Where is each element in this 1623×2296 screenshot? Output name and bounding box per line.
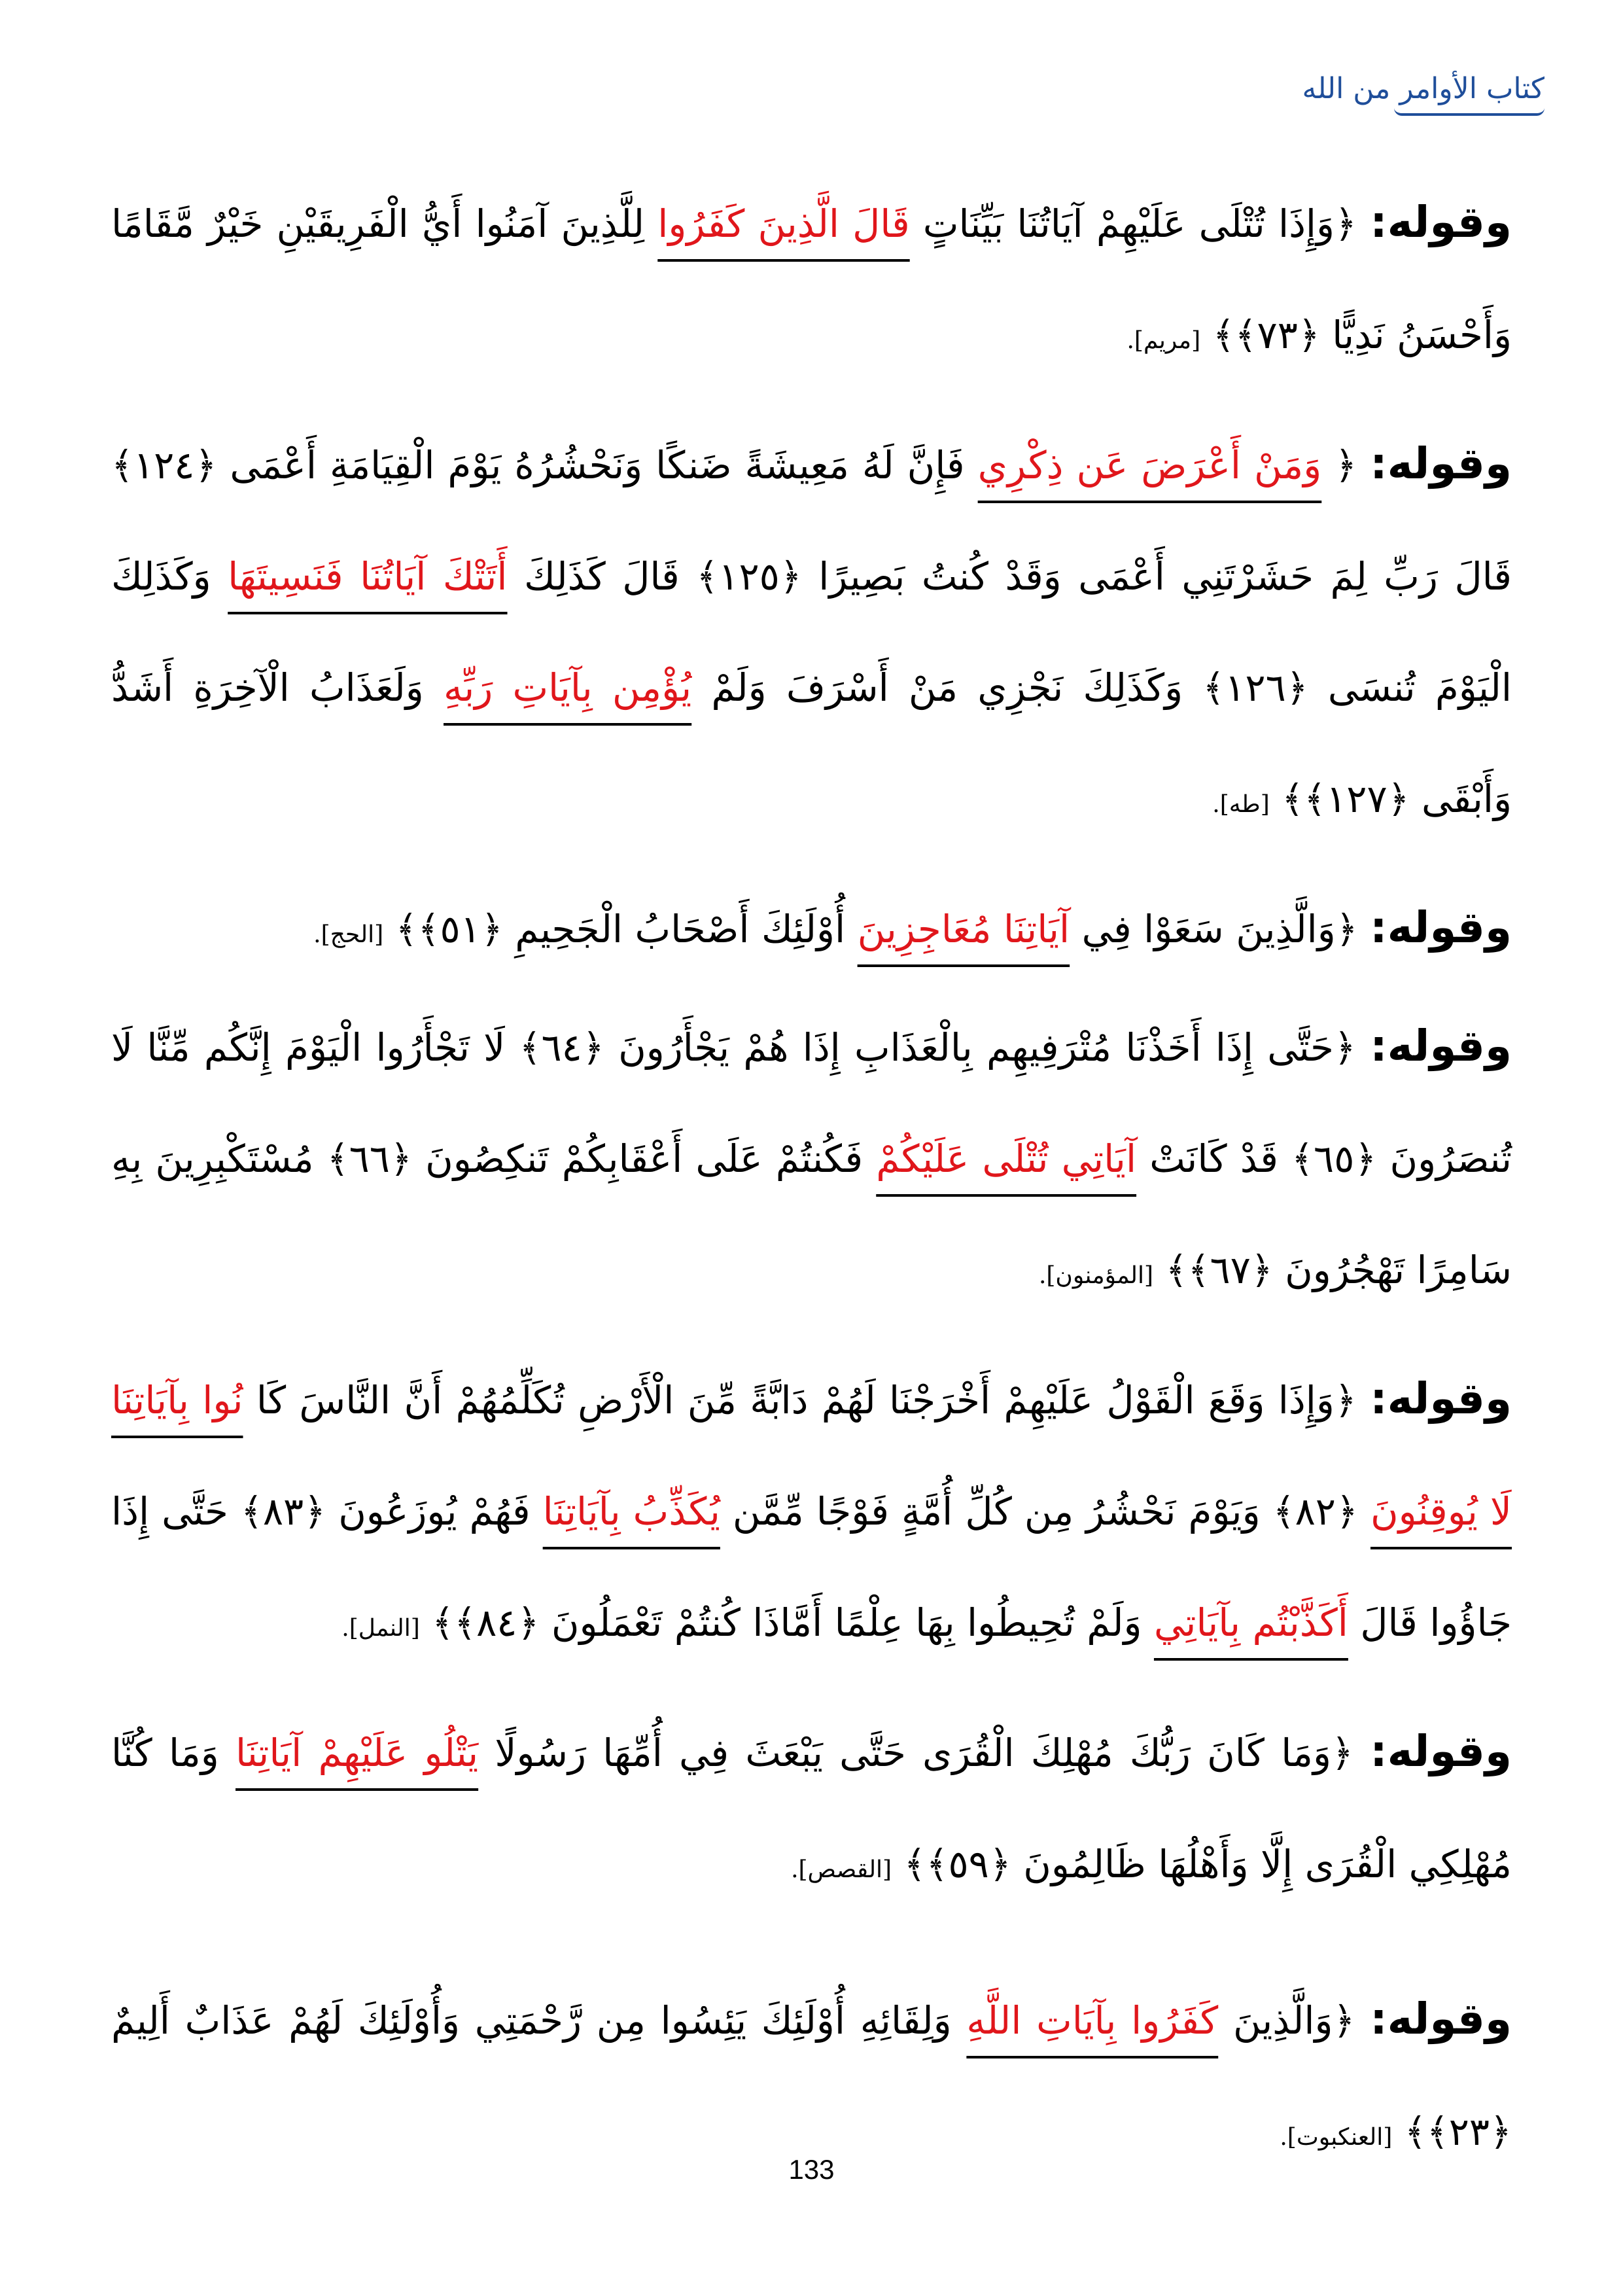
verse-highlight: يُكَذِّبُ بِآيَاتِنَا <box>542 1489 720 1534</box>
title-swash-decoration <box>1394 108 1544 116</box>
surah-reference: [مريم]. <box>1126 327 1201 354</box>
verse-text: وَلِقَائِهِ أُوْلَئِكَ يَئِسُوا مِن رَّحْمَتِي وَأُوْلَئِكَ لَهُمْ عَذَابٌ أَلِيمٌ ﴿٢٣﴾﴾ <box>111 1998 1512 2154</box>
verse-label: وقوله: <box>1370 1021 1512 1071</box>
verse-label: وقوله: <box>1370 902 1512 953</box>
verse-block-6 <box>111 1696 1512 1926</box>
verse-text: ﴿وَالَّذِينَ <box>1218 1998 1355 2043</box>
verse-text: ﴿ <box>1335 443 1357 487</box>
surah-reference: [الحج]. <box>313 921 384 948</box>
page-number: 133 <box>788 2154 835 2185</box>
book-title: كتاب الأوامر من الله <box>1302 72 1544 105</box>
verse-label: وقوله: <box>1370 197 1512 247</box>
verse-highlight: يُؤْمِن بِآيَاتِ رَبِّهِ <box>444 665 692 710</box>
verse-label: وقوله: <box>1370 1726 1512 1776</box>
surah-reference: [النمل]. <box>341 1615 420 1642</box>
verse-text: فَكُنتُمْ عَلَى أَعْقَابِكُمْ تَنكِصُونَ ﴿٦٦﴾ مُسْتَكْبِرِينَ بِهِ سَامِرًا تَهْجُرُونَ ﴿٦٧﴾﴾ <box>111 1137 1512 1292</box>
verse-block-3 <box>111 872 1512 991</box>
surah-reference: [القصص]. <box>791 1856 892 1883</box>
surah-reference: [المؤمنون]. <box>1038 1262 1154 1289</box>
verse-text: وَكَذَلِكَ الْيَوْمَ تُنسَى ﴿١٢٦﴾ وَكَذَلِكَ نَجْزِي مَنْ أَسْرَفَ وَلَمْ <box>111 554 1512 710</box>
verse-block-2 <box>111 408 1512 860</box>
verse-text: ﴿وَالَّذِينَ سَعَوْا فِي <box>1070 907 1358 951</box>
verse-text: لِلَّذِينَ آمَنُوا أَيُّ الْفَرِيقَيْنِ خَيْرٌ مَّقَامًا وَأَحْسَنُ نَدِيًّا ﴿٧٣﴾﴾ <box>111 202 1512 357</box>
verse-text: ﴿وَإِذَا تُتْلَى عَلَيْهِمْ آيَاتُنَا بَيِّنَاتٍ <box>909 202 1357 246</box>
verse-highlight: أَكَذَّبْتُم بِآيَاتِي <box>1153 1600 1348 1645</box>
verse-highlight: وَمَنْ أَعْرَضَ عَن ذِكْرِي <box>977 443 1322 487</box>
verse-text: ﴿٨٢﴾ وَيَوْمَ نَحْشُرُ مِن كُلِّ أُمَّةٍ فَوْجًا مِّمَّن <box>720 1489 1358 1534</box>
verse-text: وَلَعَذَابُ الْآخِرَةِ أَشَدُّ وَأَبْقَى ﴿١٢٧﴾﴾ <box>111 665 1512 821</box>
verse-highlight: نُوا بِآيَاتِنَا لَا يُوقِنُونَ <box>111 1378 1512 1534</box>
verse-highlight: آيَاتِي تُتْلَى عَلَيْكُمْ <box>876 1137 1137 1181</box>
surah-reference: [العنكبوت]. <box>1280 2124 1393 2151</box>
verse-text: فَإِنَّ لَهُ مَعِيشَةً ضَنكًا وَنَحْشُرُهُ يَوْمَ الْقِيَامَةِ أَعْمَى ﴿١٢٤﴾ قَالَ رَبِّ لِمَ حَشَرْتَنِي أَعْمَى وَقَدْ كُنتُ بَصِيرًا ﴿١٢٥﴾ قَالَ كَذَلِكَ <box>111 443 1512 599</box>
book-title-logo <box>1302 72 1545 116</box>
verse-text: فَهُمْ يُوزَعُونَ ﴿٨٣﴾ حَتَّى إِذَا جَاؤُوا قَالَ <box>111 1489 1512 1645</box>
verse-text: ﴿وَمَا كَانَ رَبُّكَ مُهْلِكَ الْقُرَى حَتَّى يَبْعَثَ فِي أُمِّهَا رَسُولًا <box>478 1731 1353 1775</box>
verse-block-4 <box>111 991 1512 1332</box>
verse-text: ﴿وَإِذَا وَقَعَ الْقَوْلُ عَلَيْهِمْ أَخْرَجْنَا لَهُمْ دَابَّةً مِّنَ الْأَرْضِ تُكَلِّمُهُمْ أَنَّ النَّاسَ كَا <box>256 1378 1357 1422</box>
verse-block-1 <box>111 167 1512 397</box>
verse-text: وَلَمْ تُحِيطُوا بِهَا عِلْمًا أَمَّاذَا كُنتُمْ تَعْمَلُونَ ﴿٨٤﴾﴾ <box>419 1600 1142 1645</box>
verse-label: وقوله: <box>1370 1373 1512 1424</box>
verse-text: وَمَا كُنَّا مُهْلِكِي الْقُرَى إِلَّا وَأَهْلُهَا ظَالِمُونَ ﴿٥٩﴾﴾ <box>111 1731 1512 1886</box>
verse-highlight: قَالَ الَّذِينَ كَفَرُوا <box>657 202 910 246</box>
verse-block-5 <box>111 1343 1512 1684</box>
verse-highlight: أَتَتْكَ آيَاتُنَا فَنَسِيتَهَا <box>228 554 508 599</box>
surah-reference: [طه]. <box>1212 791 1270 818</box>
verse-highlight: آيَاتِنَا مُعَاجِزِينَ <box>857 907 1070 951</box>
verse-label: وقوله: <box>1370 438 1512 489</box>
verse-highlight: كَفَرُوا بِآيَاتِ اللَّهِ <box>966 1998 1219 2043</box>
verse-highlight: يَتْلُو عَلَيْهِمْ آيَاتِنَا <box>236 1731 479 1775</box>
verse-text: أُوْلَئِكَ أَصْحَابُ الْجَحِيمِ ﴿٥١﴾﴾ <box>383 907 846 951</box>
verse-label: وقوله: <box>1370 1994 1512 2044</box>
page-content <box>111 167 1512 2193</box>
verse-text: ﴿حَتَّى إِذَا أَخَذْنَا مُتْرَفِيهِم بِالْعَذَابِ إِذَا هُمْ يَجْأَرُونَ ﴿٦٤﴾ لَا تَجْأَرُوا الْيَوْمَ إِنَّكُم مِّنَّا لَا تُنصَرُونَ ﴿٦٥﴾ قَدْ كَانَتْ <box>111 1025 1512 1181</box>
